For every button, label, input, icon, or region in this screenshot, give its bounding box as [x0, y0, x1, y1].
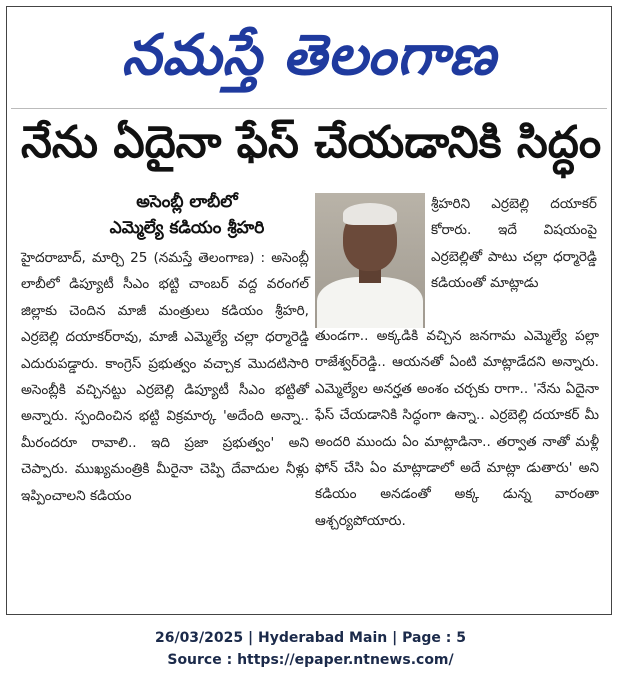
article-body-right-top: శ్రీహరిని ఎర్రబెల్లి దయాకర్ కోరారు. ఇదే విషయంపై ఎర్రబెల్లితో పాటు చల్లా ధర్మారెడ్డి కడియంతో మాట్లాడు	[431, 196, 597, 292]
footer-date-edition: 26/03/2025 | Hyderabad Main | Page : 5	[154, 630, 467, 646]
photo-hair	[343, 203, 397, 225]
headline: నేను ఏదైనా ఫేస్ చేయడానికి సిద్ధం	[21, 117, 602, 168]
subheadline	[77, 189, 297, 241]
subheadline-line-1: అసెంబ్లీ లాబీలో	[136, 192, 238, 212]
newspaper-clipping	[6, 6, 612, 615]
subheadline-line-2: ఎమ్మెల్యే కడియం శ్రీహరి	[109, 218, 265, 238]
photo-shirt	[317, 277, 423, 328]
masthead-divider	[11, 108, 607, 109]
masthead-title: నమస్తే తెలంగాణ	[121, 23, 497, 88]
footer-source: Source : https://epaper.ntnews.com/	[167, 652, 454, 668]
article-body-left: హైదరాబాద్, మార్చి 25 (నమస్తే తెలంగాణ) : అసెంబ్లీ లాబీలో డిప్యూటీ సీఎం భట్టి చాంబర్ వద్ద వరంగల్ జిల్లాకు చెందిన మాజీ మంత్రులు కడియం శ్రీహరి, ఎర్రబెల్లి దయాకర్‌రావు, మాజీ ఎమ్మెల్యే చల్లా ధర్మారెడ్డి ఎదురుపడ్డారు. కాంగ్రెస్ ప్రభుత్వం వచ్చాక మొదటిసారి అసెంబ్లీకి వచ్చినట్టు ఎర్రబెల్లి డిప్యూటీ సీఎం భట్టితో అన్నారు. స్పందించిన భట్టి విక్రమార్క 'అదేంది అన్నా.. మీరందరూ రావాలి.. ఇది ప్రజా ప్రభుత్వం' అని చెప్పారు. ముఖ్యమంత్రికి మీరైనా చెప్పి దేవాదుల నీళ్లు ఇప్పించాలని కడియం	[21, 250, 309, 504]
portrait-photo	[315, 193, 425, 328]
article-body-right: తుండగా.. అక్కడికి వచ్చిన జనగామ ఎమ్మెల్యే పల్లా రాజేశ్వర్‌రెడ్డి.. ఆయనతో ఏంటి మాట్లాడేదని అన్నారు. ఎమ్మెల్యేల అనర్హత అంశం చర్చకు రాగా.. 'నేను ఏదైనా ఫేస్ చేయడానికి సిద్ధంగా ఉన్నా.. ఎర్రబెల్లి దయాకర్ మీ అందరి ముందు ఏం మాట్లాడినా.. తర్వాత నాతో మళ్లీ ఫోన్ చేసి ఏం మాట్లాడాలో అదే మాట్లా డుతారు' అని కడియం అనడంతో అక్క డున్న వారంతా ఆశ్చర్యపోయారు.	[315, 328, 599, 529]
masthead	[7, 7, 611, 105]
footer	[0, 627, 621, 671]
